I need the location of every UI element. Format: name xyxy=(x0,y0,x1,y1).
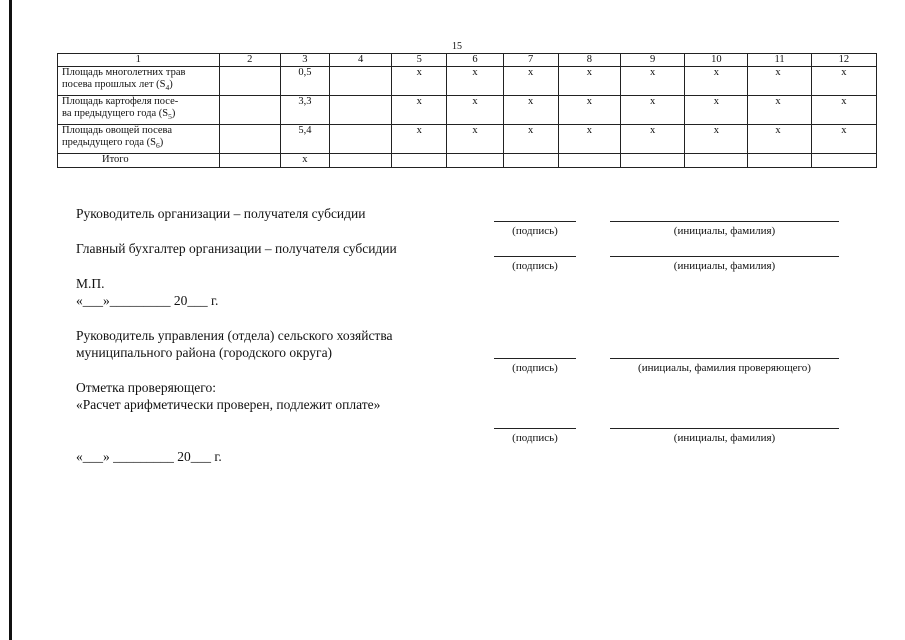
table-row xyxy=(58,67,877,96)
table-cell: 0,5 xyxy=(280,67,329,96)
row-label-close: ) xyxy=(169,78,173,90)
table-cell: x xyxy=(685,125,748,154)
table-cell: x xyxy=(392,125,447,154)
table-cell: 5,4 xyxy=(280,125,329,154)
checker-text: «Расчет арифметически проверен, подлежит оплате» xyxy=(76,397,381,412)
table-cell: x xyxy=(503,125,558,154)
table-cell: 3,3 xyxy=(280,96,329,125)
name-caption: (инициалы, фамилия) xyxy=(673,225,776,237)
row-label xyxy=(58,96,220,125)
table-cell: x xyxy=(620,96,684,125)
table-cell xyxy=(329,96,391,125)
signature-line[interactable] xyxy=(494,221,576,222)
table-cell xyxy=(329,154,391,168)
column-header: 6 xyxy=(447,54,503,67)
table-cell xyxy=(219,125,280,154)
dept-head-line2: муниципального района (городского округа) xyxy=(76,345,333,360)
table-cell xyxy=(447,154,503,168)
date-line: «___»_________ 20___ г. xyxy=(76,293,219,308)
table-cell: x xyxy=(685,96,748,125)
date-line-2: «___» _________ 20___ г. xyxy=(76,449,222,464)
table-cell: x xyxy=(620,125,684,154)
signature-caption: (подпись) xyxy=(512,260,558,272)
signature-line[interactable] xyxy=(494,256,576,257)
name-line[interactable] xyxy=(610,256,839,257)
table-cell: x xyxy=(503,67,558,96)
table-cell: x xyxy=(280,154,329,168)
table-cell: x xyxy=(503,96,558,125)
stamp-label: М.П. xyxy=(76,276,105,291)
page-number: 15 xyxy=(452,41,462,52)
signature-caption: (подпись) xyxy=(512,225,558,237)
table-cell: x xyxy=(748,125,811,154)
column-header: 12 xyxy=(811,54,876,67)
row-label xyxy=(58,125,220,154)
signature-line[interactable] xyxy=(494,358,576,359)
table-cell xyxy=(219,154,280,168)
column-header: 5 xyxy=(392,54,447,67)
name-line[interactable] xyxy=(610,428,839,429)
column-header: 3 xyxy=(280,54,329,67)
row-label-subscript: 5 xyxy=(168,111,172,121)
checker-mark-label: Отметка проверяющего: xyxy=(76,380,216,395)
table-cell: x xyxy=(558,96,620,125)
dept-head-line1: Руководитель управления (отдела) сельского хозяйства xyxy=(76,328,393,343)
chief-accountant-label: Главный бухгалтер организации – получателя субсидии xyxy=(76,241,397,256)
name-caption: (инициалы, фамилия) xyxy=(673,260,776,272)
head-org-label: Руководитель организации – получателя субсидии xyxy=(76,206,366,221)
column-header: 10 xyxy=(685,54,748,67)
signature-caption: (подпись) xyxy=(512,362,558,374)
table-cell: x xyxy=(811,125,876,154)
total-row xyxy=(58,154,877,168)
table-cell xyxy=(558,154,620,168)
table-cell: x xyxy=(811,67,876,96)
row-label-line1: Площадь картофеля посе- xyxy=(62,96,179,107)
name-caption-checker: (инициалы, фамилия проверяющего) xyxy=(638,362,811,374)
table-header-row xyxy=(58,54,877,67)
table-cell: x xyxy=(447,125,503,154)
column-header: 7 xyxy=(503,54,558,67)
table-cell xyxy=(620,154,684,168)
table-cell xyxy=(503,154,558,168)
row-label-line1: Площадь овощей посева xyxy=(62,125,173,136)
table-cell xyxy=(219,96,280,125)
table-cell: x xyxy=(620,67,684,96)
row-label-line1: Площадь многолетних трав xyxy=(62,67,186,78)
row-label xyxy=(58,67,220,96)
table-cell xyxy=(392,154,447,168)
table-cell: x xyxy=(748,67,811,96)
table-cell: x xyxy=(392,67,447,96)
row-label-close: ) xyxy=(159,136,164,148)
row-label-subscript: 6 xyxy=(156,140,160,150)
name-caption: (инициалы, фамилия) xyxy=(673,432,776,444)
table-cell: x xyxy=(685,67,748,96)
row-label-line2: ва предыдущего года (S xyxy=(62,107,169,119)
binding-line xyxy=(9,0,12,640)
table-cell: x xyxy=(392,96,447,125)
column-header: 8 xyxy=(558,54,620,67)
table-cell xyxy=(329,67,391,96)
table-cell xyxy=(329,125,391,154)
table-row xyxy=(58,125,877,154)
row-label-line2: предыдущего года (S xyxy=(62,136,157,148)
row-label-close: ) xyxy=(171,107,176,119)
column-header: 9 xyxy=(620,54,684,67)
row-label-line2: посева прошлых лет (S xyxy=(62,78,166,90)
table-cell: x xyxy=(447,67,503,96)
table-cell: x xyxy=(558,67,620,96)
table-cell: x xyxy=(558,125,620,154)
column-header: 11 xyxy=(748,54,811,67)
signature-caption: (подпись) xyxy=(512,432,558,444)
row-label-subscript: 4 xyxy=(165,82,170,92)
name-line[interactable] xyxy=(610,221,839,222)
table-cell xyxy=(748,154,811,168)
column-header: 2 xyxy=(219,54,280,67)
total-label: Итого xyxy=(58,154,220,168)
table-cell xyxy=(685,154,748,168)
table-cell: x xyxy=(748,96,811,125)
data-table xyxy=(57,53,877,168)
name-line[interactable] xyxy=(610,358,839,359)
table-cell: x xyxy=(447,96,503,125)
table-row xyxy=(58,96,877,125)
column-header: 1 xyxy=(58,54,220,67)
signature-line[interactable] xyxy=(494,428,576,429)
table-cell: x xyxy=(811,96,876,125)
table-cell xyxy=(811,154,876,168)
table-cell xyxy=(219,67,280,96)
column-header: 4 xyxy=(329,54,391,67)
